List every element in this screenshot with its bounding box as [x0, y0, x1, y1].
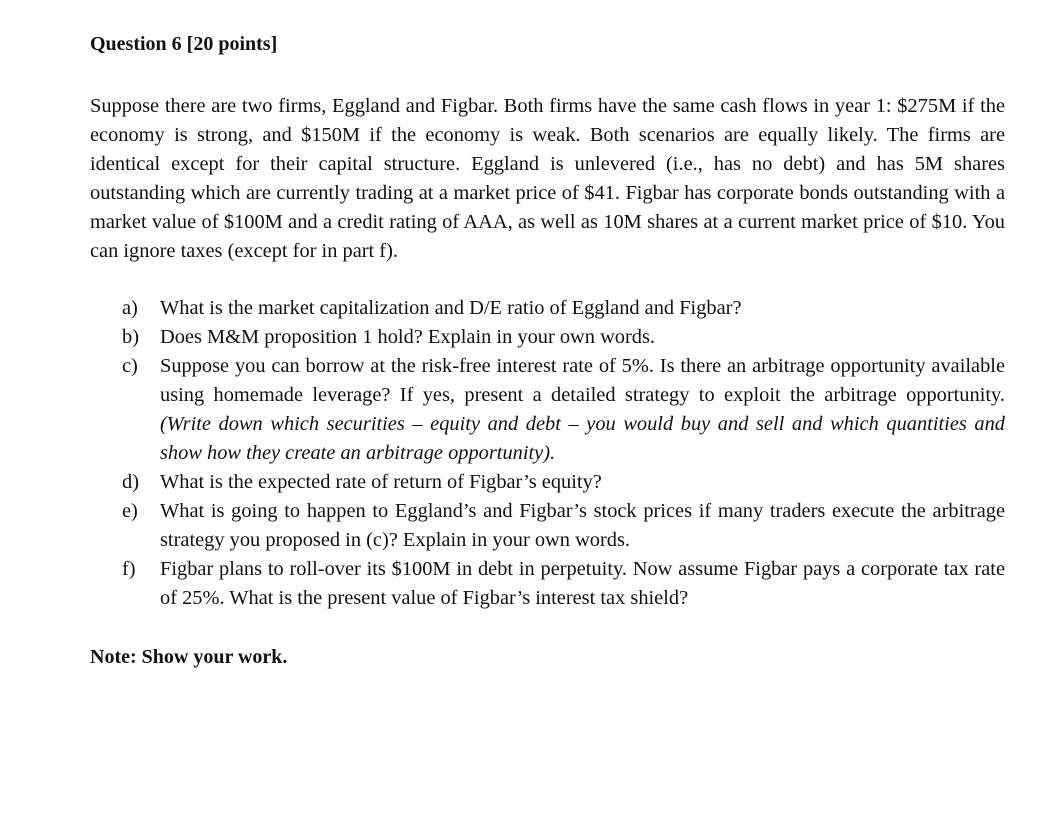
part-text: What is going to happen to Eggland’s and Figbar’s stock prices if many traders execute the arbitrage strategy you proposed in (c)? Explain in your own words. [160, 500, 1005, 551]
question-part-a [90, 294, 1005, 323]
question-part-f [90, 555, 1005, 613]
part-hint: (Write down which securities – equity and debt – you would buy and sell and which quantities and show how they create an arbitrage opportunity). [160, 413, 1005, 464]
part-text: Suppose you can borrow at the risk-free interest rate of 5%. Is there an arbitrage opportunity available using homemade leverage? If yes, present a detailed strategy to exploit the arbitrage opportunity. [160, 355, 1005, 406]
question-part-e [90, 497, 1005, 555]
part-text: Does M&M proposition 1 hold? Explain in your own words. [160, 326, 656, 348]
note-text: Note: Show your work. [90, 646, 288, 668]
part-label: a) [122, 297, 138, 319]
part-label: f) [122, 558, 136, 580]
question-title: Question 6 [20 points] [90, 33, 278, 55]
part-text: Figbar plans to roll-over its $100M in debt in perpetuity. Now assume Figbar pays a corporate tax rate of 25%. What is the present value of Figbar’s interest tax shield? [160, 558, 1005, 609]
part-label: b) [122, 326, 139, 348]
question-document [90, 30, 1005, 671]
question-part-d [90, 468, 1005, 497]
question-intro: Suppose there are two firms, Eggland and Figbar. Both firms have the same cash flows in year 1: $275M if the economy is strong, and $150M if the economy is weak. Both scenarios are equally likely. The firms are identical except for their capital structure. Eggland is unlevered (i.e., has no debt) and has 5M shares outstanding which are currently trading at a market price of $41. Figbar has corporate bonds outstanding with a market value of $100M and a credit rating of AAA, as well as 10M shares at a current market price of $10. You can ignore taxes (except for in part f). [90, 95, 1005, 262]
part-label: e) [122, 500, 138, 522]
part-text: What is the expected rate of return of Figbar’s equity? [160, 471, 602, 493]
part-text: What is the market capitalization and D/E ratio of Eggland and Figbar? [160, 297, 742, 319]
part-label: c) [122, 355, 138, 377]
question-part-b [90, 323, 1005, 352]
question-part-c [90, 352, 1005, 468]
question-parts-list [90, 294, 1005, 613]
part-label: d) [122, 471, 139, 493]
